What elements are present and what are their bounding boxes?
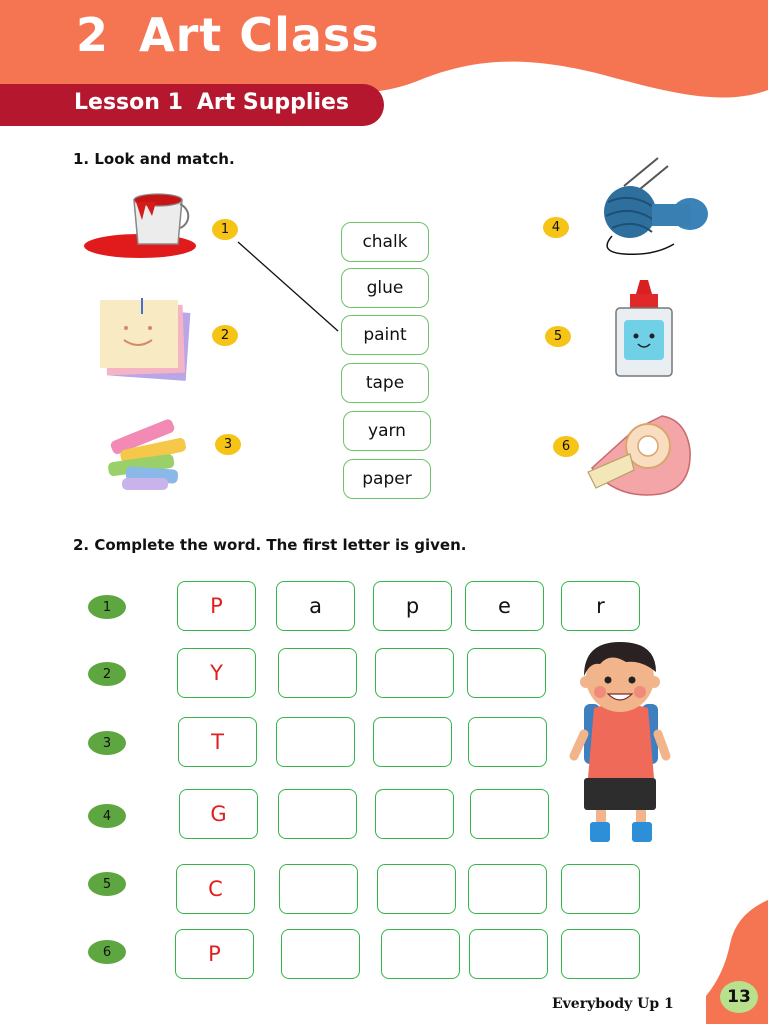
word-box-paint[interactable]: paint (341, 315, 429, 355)
letter-box[interactable]: p (373, 581, 452, 631)
word-box-glue[interactable]: glue (341, 268, 429, 308)
letter-box[interactable] (373, 717, 452, 767)
letter-box[interactable] (278, 789, 357, 839)
unit-title-text: Art Class (139, 8, 380, 62)
word-box-chalk[interactable]: chalk (341, 222, 429, 262)
exercise1-title: 1. Look and match. (73, 150, 235, 168)
letter-box[interactable]: G (179, 789, 258, 839)
letter-box[interactable] (281, 929, 360, 979)
letter-box[interactable] (381, 929, 460, 979)
letter-box[interactable] (279, 864, 358, 914)
letter-box[interactable] (377, 864, 456, 914)
letter-box[interactable]: Y (177, 648, 256, 698)
word-box-yarn[interactable]: yarn (343, 411, 431, 451)
row-number-3: 3 (88, 731, 126, 755)
letter-box[interactable] (468, 864, 547, 914)
lesson-title-text: Art Supplies (196, 90, 350, 115)
match-number-6: 6 (553, 436, 579, 457)
glue-icon (614, 278, 674, 378)
match-number-5: 5 (545, 326, 571, 347)
row-number-6: 6 (88, 940, 126, 964)
letter-box[interactable]: C (176, 864, 255, 914)
letter-box[interactable] (375, 789, 454, 839)
yarn-icon (594, 156, 714, 262)
row-number-2: 2 (88, 662, 126, 686)
word-box-tape[interactable]: tape (341, 363, 429, 403)
match-number-2: 2 (212, 325, 238, 346)
letter-box[interactable] (468, 717, 547, 767)
unit-number: 2 (76, 8, 110, 62)
boy-with-backpack-icon (570, 638, 670, 844)
letter-box[interactable] (278, 648, 357, 698)
match-number-1: 1 (212, 219, 238, 240)
letter-box[interactable]: P (175, 929, 254, 979)
letter-box[interactable] (470, 789, 549, 839)
letter-box[interactable]: a (276, 581, 355, 631)
letter-box[interactable]: r (561, 581, 640, 631)
letter-box[interactable] (561, 864, 640, 914)
page-number: 13 (720, 981, 758, 1013)
row-number-4: 4 (88, 804, 126, 828)
row-number-5: 5 (88, 872, 126, 896)
letter-box[interactable] (467, 648, 546, 698)
letter-box[interactable] (561, 929, 640, 979)
match-number-3: 3 (215, 434, 241, 455)
word-box-paper[interactable]: paper (343, 459, 431, 499)
match-number-4: 4 (543, 217, 569, 238)
book-title: Everybody Up 1 (552, 996, 674, 1012)
row-number-1: 1 (88, 595, 126, 619)
letter-box[interactable] (375, 648, 454, 698)
letter-box[interactable] (276, 717, 355, 767)
tape-icon (586, 410, 694, 498)
letter-box[interactable]: e (465, 581, 544, 631)
letter-box[interactable]: T (178, 717, 257, 767)
lesson-label: Lesson 1 (74, 90, 183, 115)
exercise2-title: 2. Complete the word. The first letter is given. (73, 536, 467, 554)
letter-box[interactable] (469, 929, 548, 979)
letter-box[interactable]: P (177, 581, 256, 631)
